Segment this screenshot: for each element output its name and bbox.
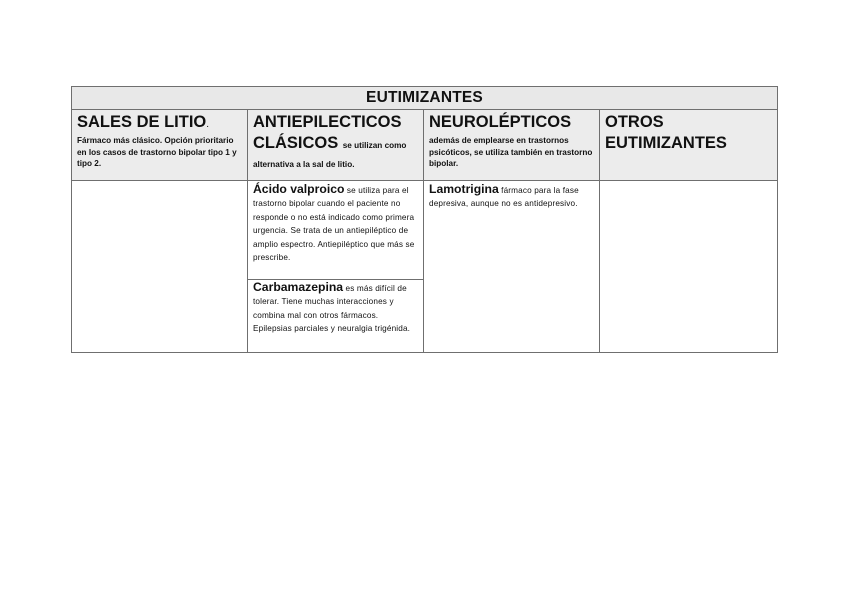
drug-description: se utiliza para el trastorno bipolar cuando el paciente no responde o no está indicado como primera urgencia. Se trata de un antiepiléptico de amplio espectro. Antiepiléptico que más se prescribe. xyxy=(253,186,415,263)
drug-entry xyxy=(248,181,423,280)
drug-name: Lamotrigina xyxy=(429,182,499,196)
drug-name: Ácido valproico xyxy=(253,182,345,196)
cell-otros-eutimizantes xyxy=(600,181,778,353)
cell-neurolepticos xyxy=(424,181,600,353)
table-title-row xyxy=(72,87,778,110)
column-heading-suffix: . xyxy=(206,119,210,130)
cell-antiepilecticos xyxy=(248,181,424,353)
header-neurolepticos xyxy=(424,110,600,181)
drug-description: es más difícil de tolerar. Tiene muchas interacciones y combina mal con otros fármacos. Epilepsias parciales y neuralgia trigénida. xyxy=(253,284,411,334)
drug-entry xyxy=(424,181,599,211)
table-header-row xyxy=(72,110,778,181)
header-antiepilecticos-clasicos xyxy=(248,110,424,181)
drug-name: Carbamazepina xyxy=(253,280,344,294)
table-title: EUTIMIZANTES xyxy=(72,87,778,110)
drug-description: fármaco para la fase depresiva, aunque no es antidepresivo. xyxy=(429,186,579,209)
header-otros-eutimizantes xyxy=(600,110,778,181)
drug-entry xyxy=(248,280,423,336)
column-heading: NEUROLÉPTICOS xyxy=(429,113,572,131)
eutimizantes-table xyxy=(71,86,778,353)
column-description: además de emplearse en trastornos psicóticos, se utiliza también en trastorno bipolar. xyxy=(429,136,593,168)
table-body-row xyxy=(72,181,778,353)
header-sales-de-litio xyxy=(72,110,248,181)
column-heading: SALES DE LITIO xyxy=(77,113,207,131)
column-heading: OTROS EUTIMIZANTES xyxy=(605,113,727,152)
column-description: Fármaco más clásico. Opción prioritario en los casos de trastorno bipolar tipo 1 y tipo 2. xyxy=(77,136,237,168)
cell-sales-de-litio xyxy=(72,181,248,353)
column-heading: ANTIEPILECTICOS CLÁSICOS xyxy=(253,113,402,152)
column-description: se utilizan como alternativa a la sal de litio. xyxy=(253,141,407,169)
